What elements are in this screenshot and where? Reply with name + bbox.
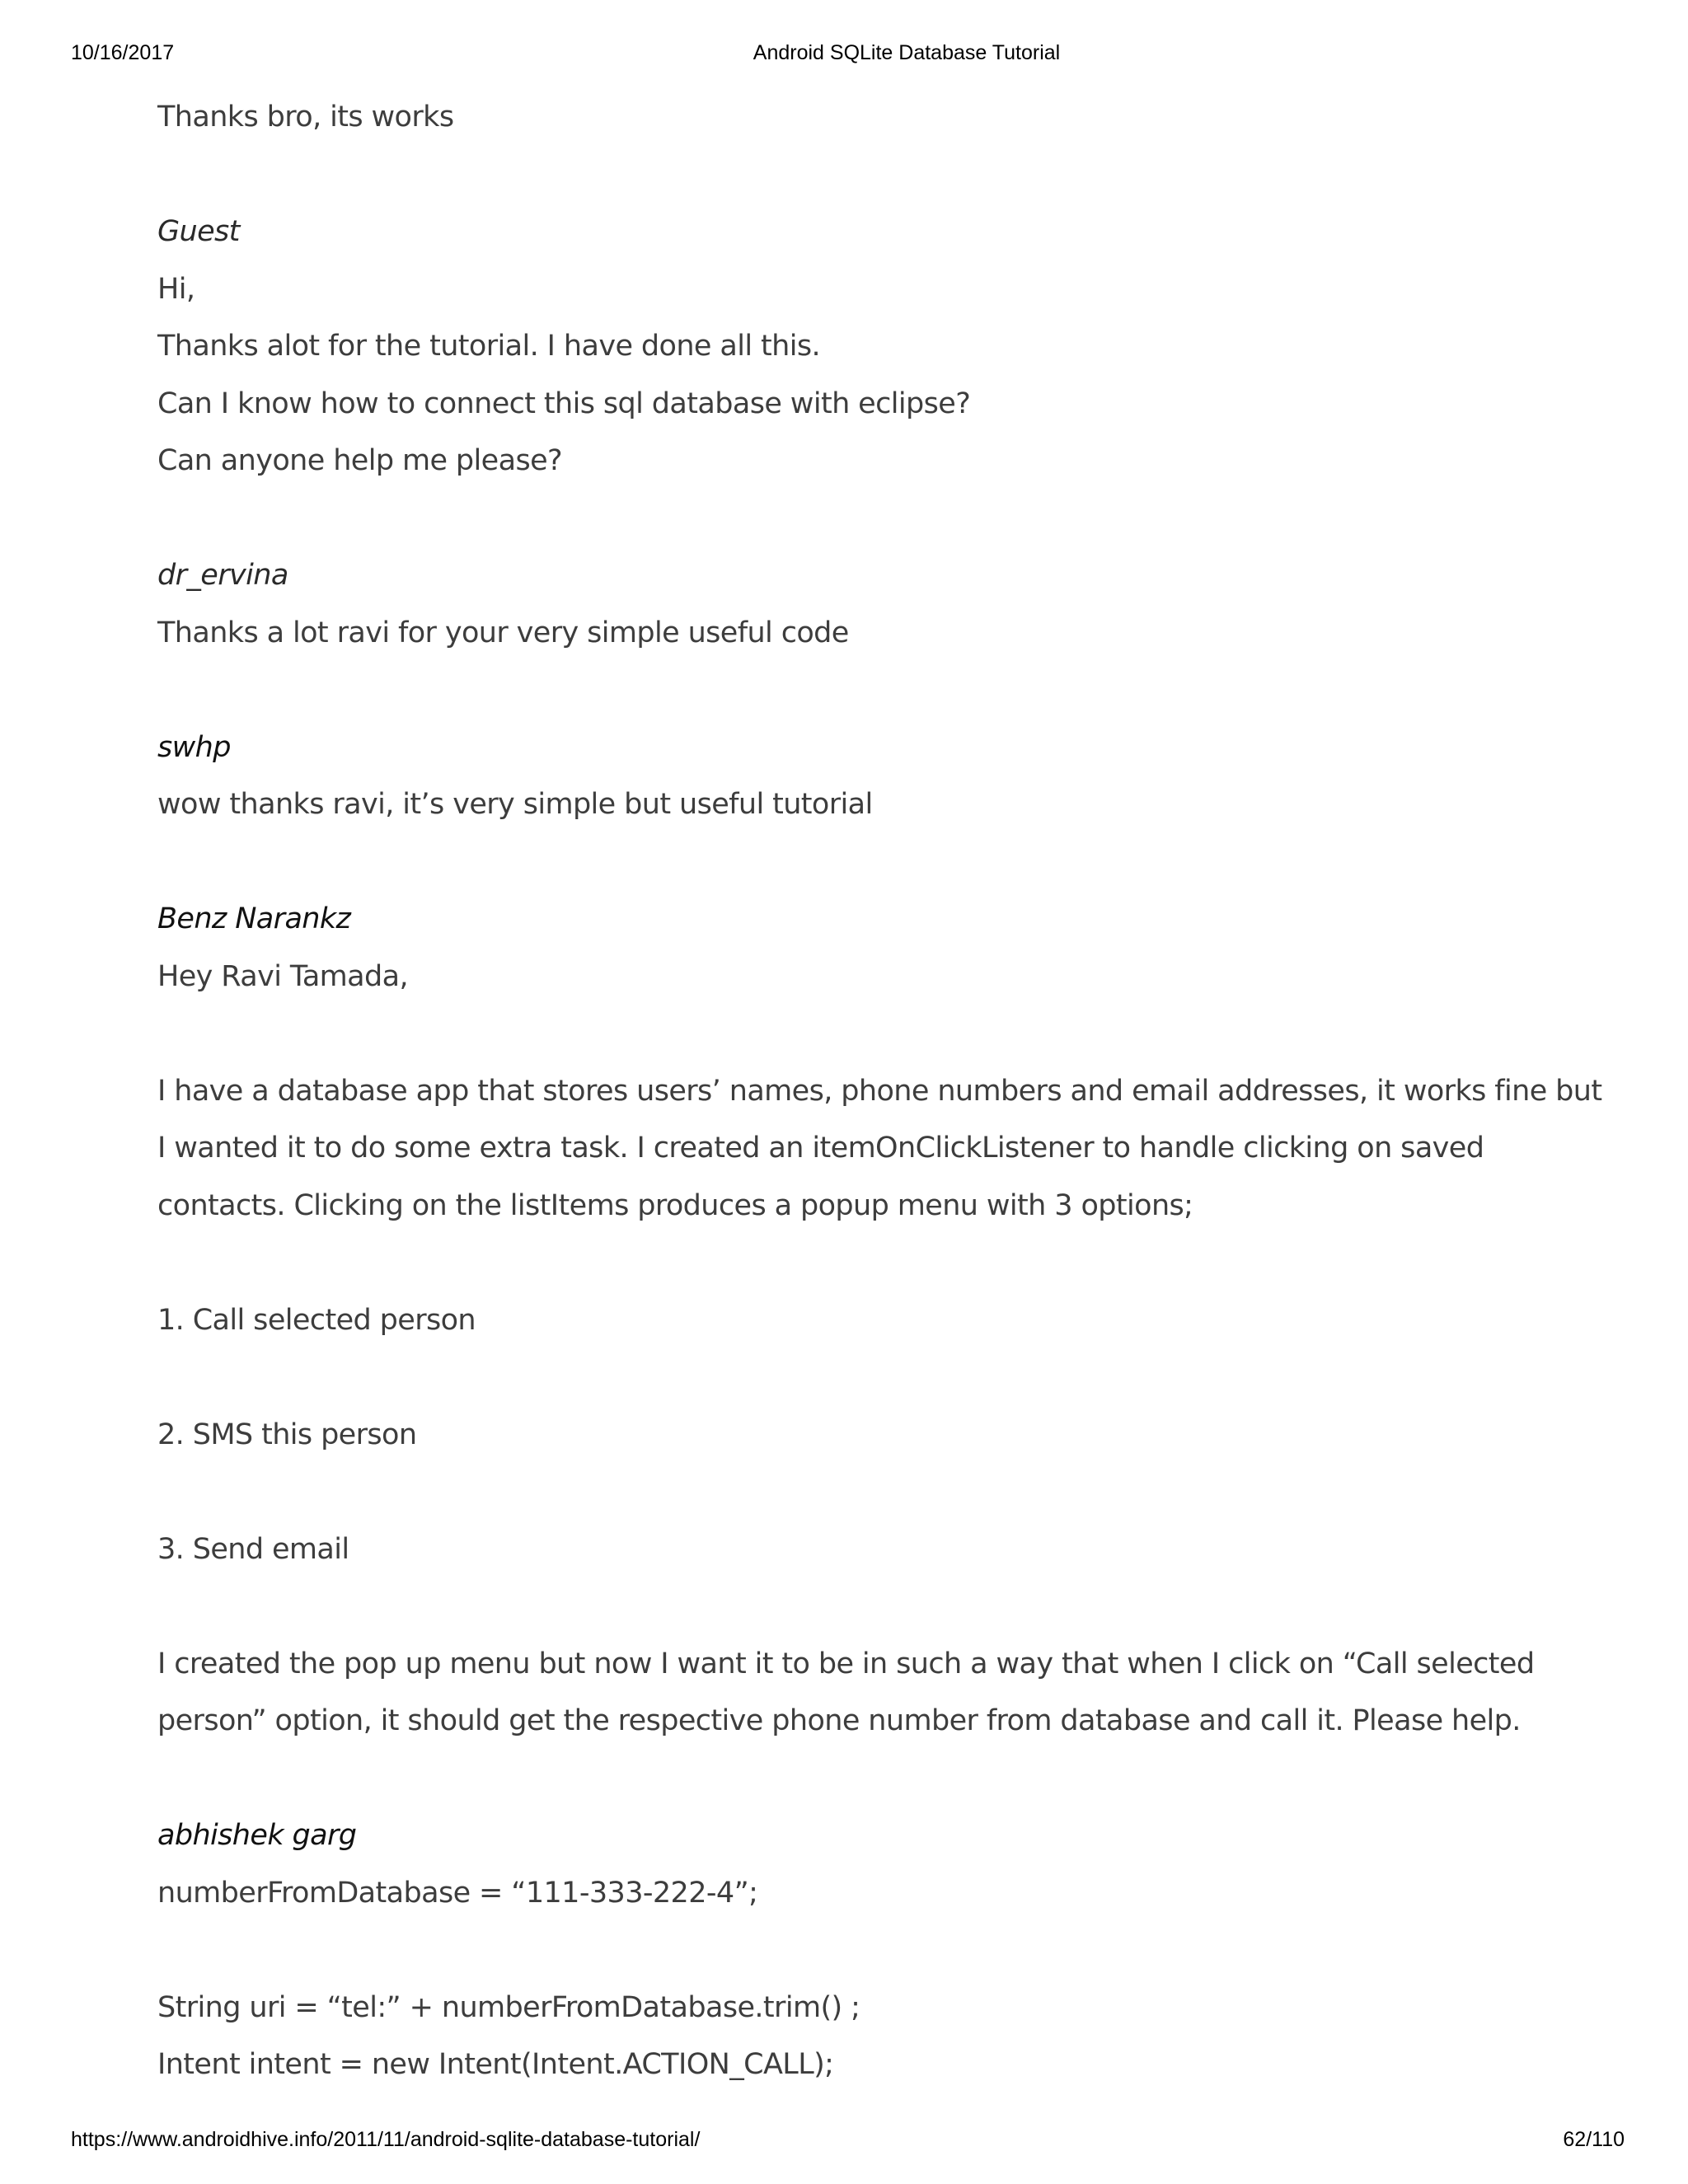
comment-text: Can anyone help me please?	[157, 444, 562, 477]
comment-code-line: Intent intent = new Intent(Intent.ACTION_CALL);	[157, 2048, 834, 2081]
comment-text: Thanks a lot ravi for your very simple useful code	[157, 616, 849, 649]
comment-text: wow thanks ravi, it’s very simple but useful tutorial	[157, 788, 873, 821]
comments-content	[157, 89, 1602, 2094]
comment-text: contacts. Clicking on the listItems produces a popup menu with 3 options;	[157, 1188, 1193, 1222]
comment-text: I wanted it to do some extra task. I created an itemOnClickListener to handle clicking on saved	[157, 1132, 1484, 1165]
print-header	[0, 41, 1688, 74]
comment-list-item: 2. SMS this person	[157, 1418, 417, 1451]
comment-code-line: numberFromDatabase = “111-333-222-4”;	[157, 1876, 758, 1910]
print-url: https://www.androidhive.info/2011/11/android-sqlite-database-tutorial/	[71, 2128, 701, 2151]
print-footer	[0, 2128, 1688, 2161]
comment-text: I created the pop up menu but now I want it to be in such a way that when I click on “Call selected	[157, 1647, 1535, 1680]
print-title: Android SQLite Database Tutorial	[753, 41, 1061, 64]
comment-text: Thanks bro, its works	[157, 101, 454, 134]
comment-author: swhp	[157, 730, 231, 764]
comment-author: dr_ervina	[157, 559, 288, 592]
comment-author: abhishek garg	[157, 1819, 357, 1852]
comment-text: Can I know how to connect this sql database with eclipse?	[157, 387, 971, 420]
comment-list-item: 1. Call selected person	[157, 1303, 476, 1337]
print-date: 10/16/2017	[71, 41, 175, 64]
comment-code-line: String uri = “tel:” + numberFromDatabase.trim() ;	[157, 1990, 860, 2024]
page-number: 62/110	[1563, 2128, 1625, 2151]
comment-text: Thanks alot for the tutorial. I have done all this.	[157, 330, 820, 363]
comment-text: I have a database app that stores users’ names, phone numbers and email addresses, it works fine but	[157, 1074, 1602, 1108]
comment-list-item: 3. Send email	[157, 1532, 349, 1566]
comment-text: Hey Ravi Tamada,	[157, 959, 409, 993]
comment-text: person” option, it should get the respective phone number from database and call it. Please help.	[157, 1704, 1521, 1737]
comment-author: Benz Narankz	[157, 902, 351, 935]
comment-author: Guest	[157, 215, 240, 248]
comment-text: Hi,	[157, 272, 195, 306]
